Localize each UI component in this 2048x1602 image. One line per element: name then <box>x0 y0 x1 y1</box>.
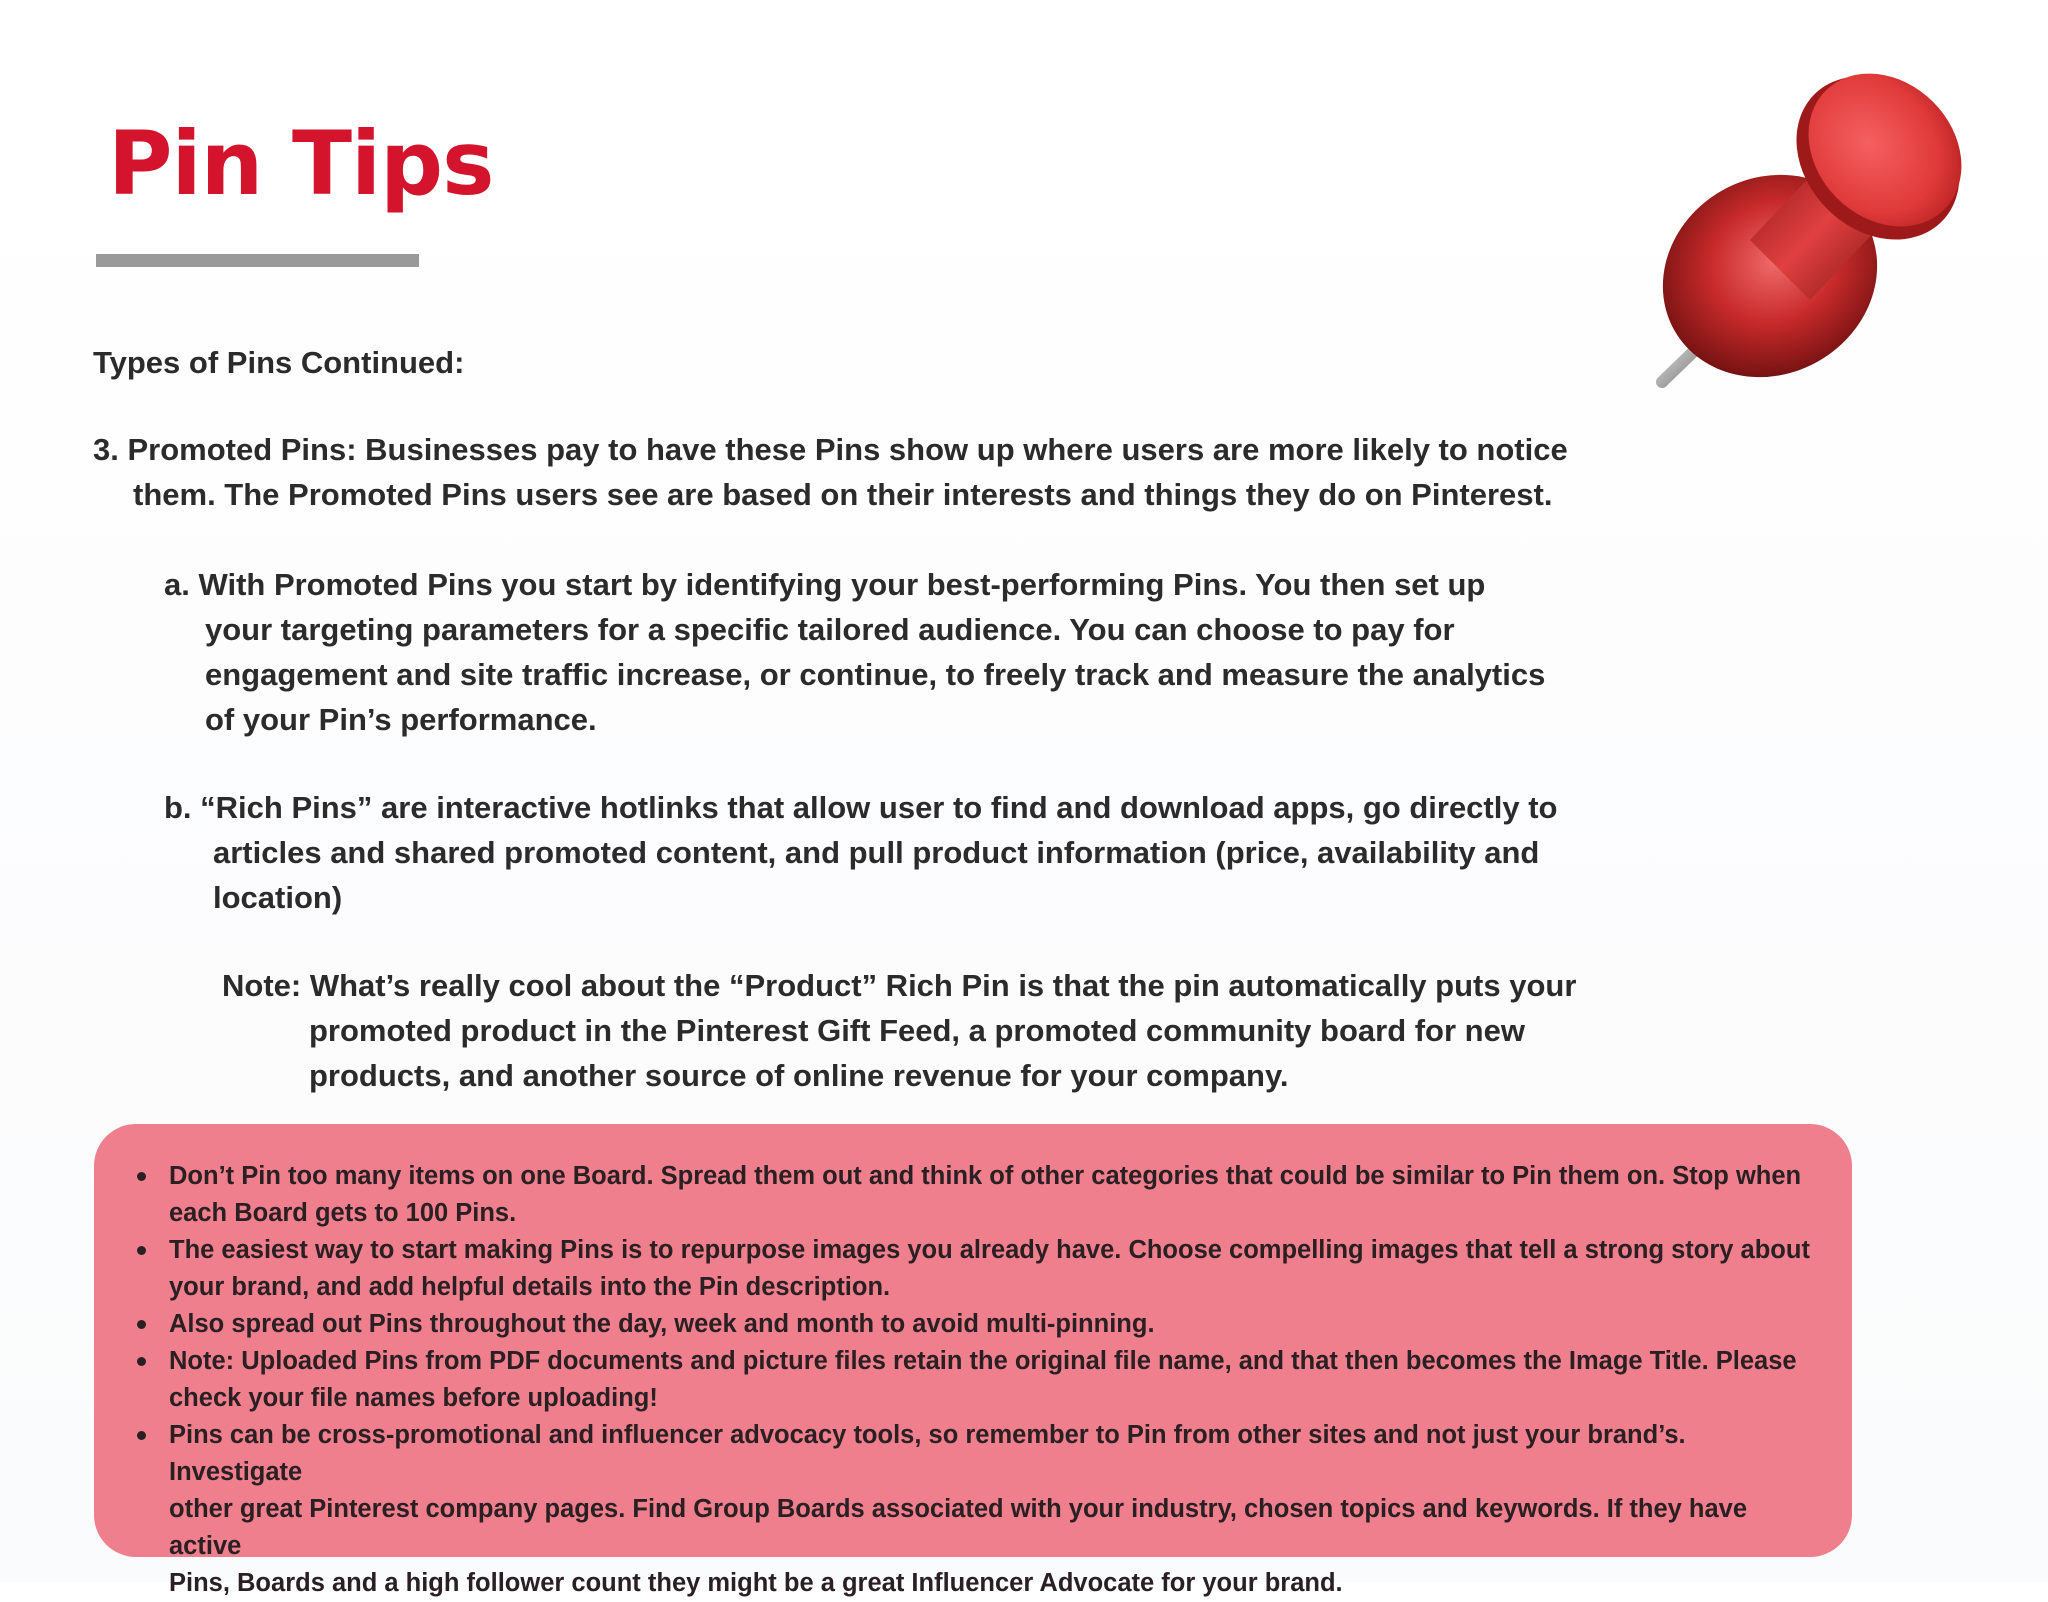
promoted-line-1: 3. Promoted Pins: Businesses pay to have these Pins show up where users are more likely to notice <box>93 432 1568 467</box>
tips-list <box>134 1158 1822 1602</box>
title-underline <box>96 254 419 267</box>
item-b-line-1: b. “Rich Pins” are interactive hotlinks that allow user to find and download apps, go directly to <box>164 790 1558 825</box>
note-line-2: promoted product in the Pinterest Gift Feed, a promoted community board for new <box>309 1013 1525 1048</box>
pushpin-icon <box>1620 40 1980 400</box>
note-paragraph <box>222 963 1576 1098</box>
bullet-icon <box>137 1320 146 1329</box>
tip-item: Pins can be cross-promotional and influencer advocacy tools, so remember to Pin from other sites and not just your brand’s. Investigate other great Pinterest company pages. Find Group Boards associated with your industry, chosen topics and keywords. If they have active Pins, Boards and a high follower count they might be a great Influencer Advocate for your brand. <box>134 1417 1822 1602</box>
item-b-paragraph <box>164 785 1557 920</box>
note-line-3: products, and another source of online revenue for your company. <box>309 1058 1289 1093</box>
item-b-line-3: location) <box>213 880 343 915</box>
bullet-icon <box>137 1246 146 1255</box>
item-a-line-3: engagement and site traffic increase, or continue, to freely track and measure the analytics <box>205 657 1546 692</box>
tip-item: Don’t Pin too many items on one Board. Spread them out and think of other categories that could be similar to Pin them on. Stop when each Board gets to 100 Pins. <box>134 1158 1822 1232</box>
item-a-line-4: of your Pin’s performance. <box>205 702 597 737</box>
page-title: Pin Tips <box>108 112 494 215</box>
tip-item: The easiest way to start making Pins is to repurpose images you already have. Choose compelling images that tell a strong story about your brand, and add helpful details into the Pin description. <box>134 1232 1822 1306</box>
bullet-icon <box>137 1357 146 1366</box>
promoted-line-2: them. The Promoted Pins users see are based on their interests and things they do on Pinterest. <box>133 477 1553 512</box>
section-heading: Types of Pins Continued: <box>93 345 465 380</box>
item-a-line-1: a. With Promoted Pins you start by identifying your best-performing Pins. You then set up <box>164 567 1486 602</box>
bullet-icon <box>137 1431 146 1440</box>
item-b-line-2: articles and shared promoted content, and pull product information (price, availability and <box>213 835 1540 870</box>
promoted-pins-paragraph <box>93 427 1568 517</box>
bullet-icon <box>137 1172 146 1181</box>
tip-item: Also spread out Pins throughout the day, week and month to avoid multi-pinning. <box>134 1306 1822 1343</box>
tip-item: Note: Uploaded Pins from PDF documents and picture files retain the original file name, and that then becomes the Image Title. Please check your file names before uploading! <box>134 1343 1822 1417</box>
note-line-1: Note: What’s really cool about the “Product” Rich Pin is that the pin automatically puts your <box>222 968 1577 1003</box>
item-a-paragraph <box>164 562 1545 742</box>
tips-box <box>94 1124 1852 1597</box>
item-a-line-2: your targeting parameters for a specific tailored audience. You can choose to pay for <box>205 612 1455 647</box>
